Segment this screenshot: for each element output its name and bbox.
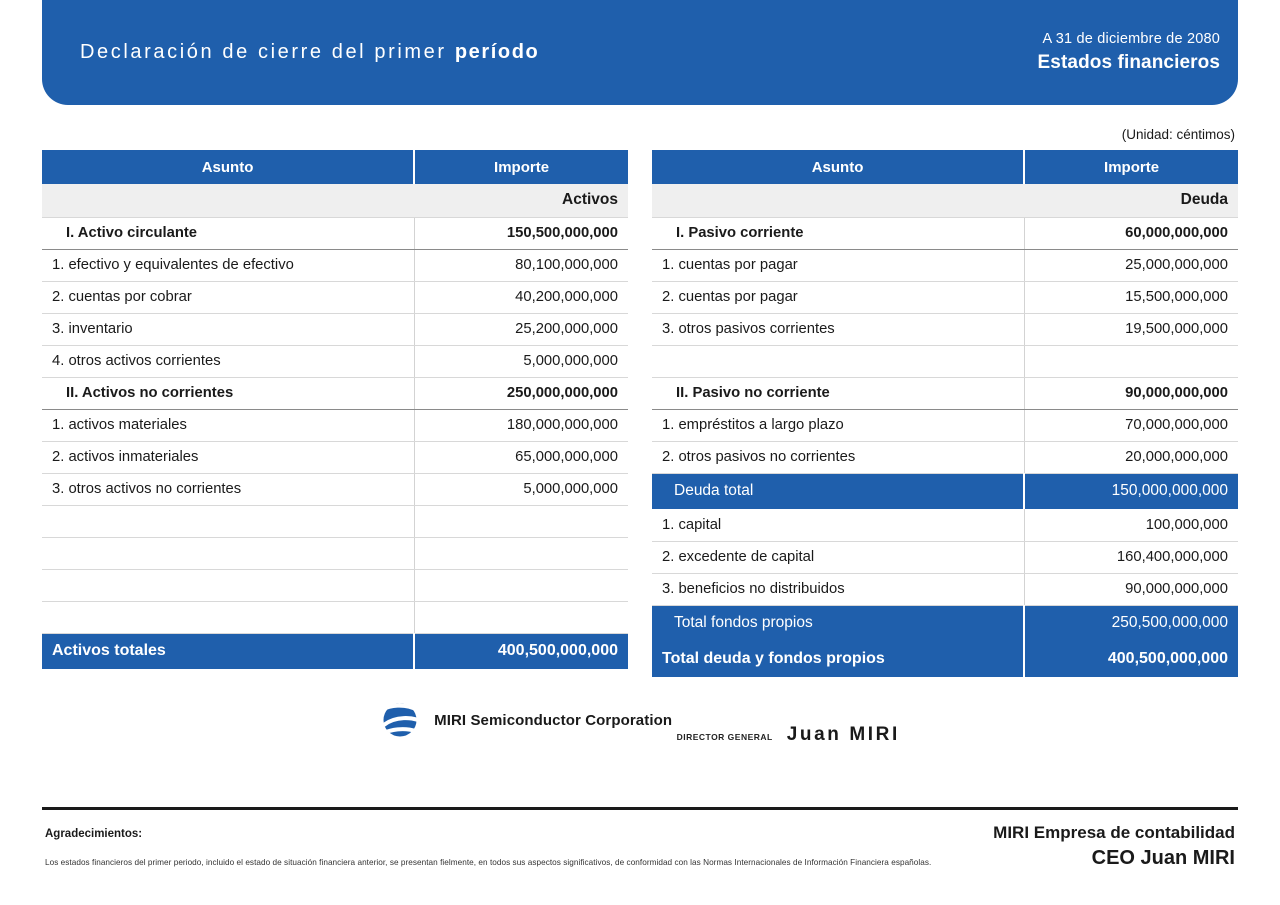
row-amount: 20,000,000,000 [1024,441,1238,473]
row-label: 3. otros activos no corrientes [42,473,414,505]
table-row-grand-total [652,641,1238,677]
company-identity [380,700,672,740]
row-amount [414,537,628,569]
signatory-name: Juan MIRI [786,724,900,745]
table-row [42,473,628,505]
page-header-banner [42,0,1238,105]
row-label: 2. excedente de capital [652,541,1024,573]
page-title-bold: período [454,41,540,63]
row-amount: 80,100,000,000 [414,249,628,281]
acknowledgements-label: Agradecimientos: [45,828,143,840]
row-amount: 5,000,000,000 [414,345,628,377]
assets-table-body [42,184,628,669]
table-row [42,249,628,281]
table-row-blue-total [652,605,1238,641]
column-header-subject: Asunto [652,150,1024,184]
row-label: 1. activos materiales [42,409,414,441]
row-label: Deuda total [652,473,1024,509]
table-row [42,313,628,345]
signatory-role: DIRECTOR GENERAL [676,732,773,742]
table-row-subtotal [42,377,628,409]
row-label [42,601,414,633]
table-header-row [42,150,628,184]
footer-right [993,822,1235,872]
row-label [42,537,414,569]
table-row-empty [42,569,628,601]
table-row-subtotal [42,217,628,249]
row-amount: 60,000,000,000 [1024,217,1238,249]
row-amount: 180,000,000,000 [414,409,628,441]
table-row [42,441,628,473]
row-label: Total fondos propios [652,605,1024,641]
row-amount: 250,000,000,000 [414,377,628,409]
footer-divider [42,807,1238,810]
row-amount: 90,000,000,000 [1024,573,1238,605]
table-row [652,541,1238,573]
row-amount: 5,000,000,000 [414,473,628,505]
footer-left [45,828,142,840]
section-header-row [42,184,628,217]
row-amount: 25,000,000,000 [1024,249,1238,281]
assets-table [42,150,628,669]
row-amount: 150,000,000,000 [1024,473,1238,509]
table-row [42,345,628,377]
row-label [42,505,414,537]
statement-date: A 31 de diciembre de 2080 [1042,31,1220,48]
assets-table-wrapper [42,150,628,677]
table-row [652,441,1238,473]
signatory [677,724,900,746]
column-header-subject: Asunto [42,150,414,184]
row-label: 1. capital [652,509,1024,541]
row-amount: 160,400,000,000 [1024,541,1238,573]
row-amount: 400,500,000,000 [414,633,628,669]
page-title-light: Declaración de cierre del primer [80,41,447,63]
table-row [652,281,1238,313]
statement-tables [42,150,1238,677]
liabilities-table [652,150,1238,677]
table-row-empty [42,601,628,633]
row-label: 1. cuentas por pagar [652,249,1024,281]
table-row-empty [652,345,1238,377]
table-row-subtotal [652,377,1238,409]
section-label: Activos [42,184,628,217]
unit-note: (Unidad: céntimos) [1121,127,1235,142]
row-amount: 100,000,000 [1024,509,1238,541]
row-amount: 70,000,000,000 [1024,409,1238,441]
row-amount: 15,500,000,000 [1024,281,1238,313]
ceo-name: CEO Juan MIRI [1091,846,1235,869]
liabilities-table-wrapper [652,150,1238,677]
table-row-grand-total [42,633,628,669]
row-label: II. Activos no corrientes [42,377,414,409]
row-label: 3. beneficios no distribuidos [652,573,1024,605]
table-row-empty [42,505,628,537]
table-row-empty [42,537,628,569]
row-amount: 65,000,000,000 [414,441,628,473]
row-amount: 250,500,000,000 [1024,605,1238,641]
table-row [42,281,628,313]
column-header-amount: Importe [1024,150,1238,184]
signature-block [0,700,1280,746]
row-amount: 19,500,000,000 [1024,313,1238,345]
table-row [652,573,1238,605]
statement-subtitle: Estados financieros [1037,51,1220,73]
row-label: 1. empréstitos a largo plazo [652,409,1024,441]
page-title [80,41,539,64]
column-header-amount: Importe [414,150,628,184]
table-row [652,509,1238,541]
section-header-row [652,184,1238,217]
row-label: 2. otros pasivos no corrientes [652,441,1024,473]
row-label [652,345,1024,377]
row-label: 3. inventario [42,313,414,345]
table-header-row [652,150,1238,184]
globe-logo-icon [380,700,420,740]
table-row-blue-total [652,473,1238,509]
table-row [652,313,1238,345]
row-amount [414,505,628,537]
row-label: Total deuda y fondos propios [652,641,1024,677]
row-amount: 90,000,000,000 [1024,377,1238,409]
row-amount: 400,500,000,000 [1024,641,1238,677]
row-label: 1. efectivo y equivalentes de efectivo [42,249,414,281]
footer-disclaimer: Los estados financieros del primer periodo, incluido el estado de situación financiera anterior, se presentan fielmente, en todos sus aspectos significativos, de conformidad con las Normas Internacionales de Información Financiera españolas. [45,858,932,867]
row-label [42,569,414,601]
company-name: MIRI Semiconductor Corporation [434,711,673,729]
row-amount: 40,200,000,000 [414,281,628,313]
row-label: Activos totales [42,633,414,669]
header-meta [1038,30,1220,74]
table-row [42,409,628,441]
row-amount [1024,345,1238,377]
row-label: 2. cuentas por pagar [652,281,1024,313]
row-label: 4. otros activos corrientes [42,345,414,377]
table-row-subtotal [652,217,1238,249]
row-label: 3. otros pasivos corrientes [652,313,1024,345]
row-amount: 150,500,000,000 [414,217,628,249]
table-row [652,249,1238,281]
table-row [652,409,1238,441]
row-label: II. Pasivo no corriente [652,377,1024,409]
row-amount [414,601,628,633]
section-label: Deuda [652,184,1238,217]
liabilities-table-body [652,184,1238,677]
accounting-firm-name: MIRI Empresa de contabilidad [993,823,1235,842]
row-label: I. Pasivo corriente [652,217,1024,249]
row-label: I. Activo circulante [42,217,414,249]
row-label: 2. activos inmateriales [42,441,414,473]
row-amount: 25,200,000,000 [414,313,628,345]
row-amount [414,569,628,601]
row-label: 2. cuentas por cobrar [42,281,414,313]
